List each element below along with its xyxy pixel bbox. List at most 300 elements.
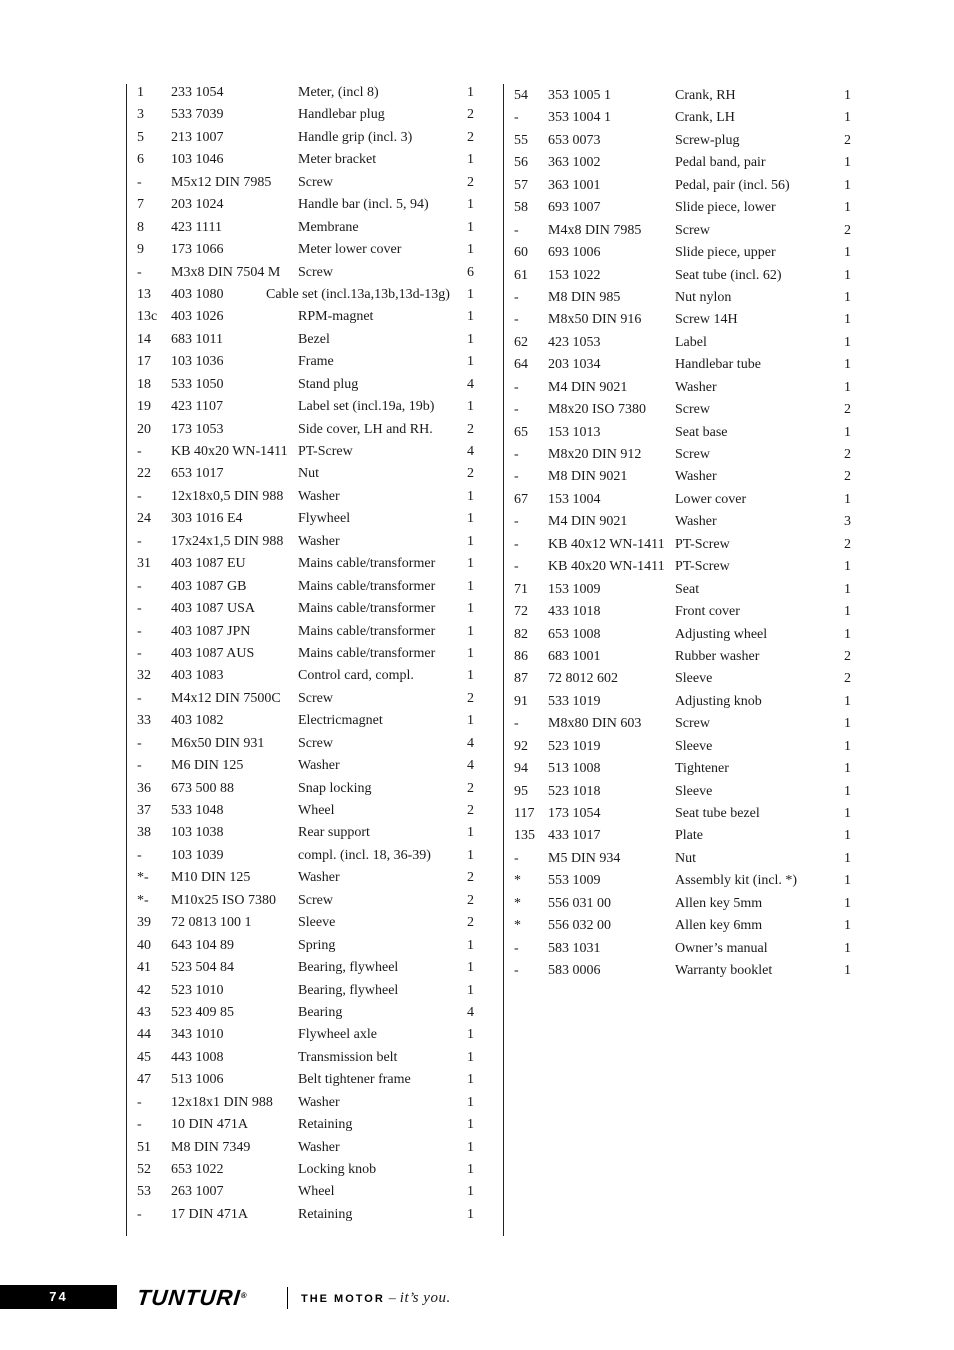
- part-row: [137, 822, 482, 844]
- part-number: -: [137, 488, 142, 504]
- part-number: 58: [514, 200, 528, 216]
- part-description: Washer: [298, 870, 340, 886]
- tagline: [301, 1286, 451, 1311]
- part-description: Plate: [675, 828, 703, 844]
- part-number: 51: [137, 1139, 151, 1155]
- part-description: Seat tube (incl. 62): [675, 267, 782, 283]
- part-code: 513 1006: [171, 1072, 224, 1088]
- part-code: 203 1024: [171, 197, 224, 213]
- parts-list-right: [514, 85, 859, 983]
- part-number: 36: [137, 780, 151, 796]
- part-description: Slide piece, upper: [675, 245, 776, 261]
- part-row: [137, 306, 482, 328]
- part-row: [137, 800, 482, 822]
- tagline-main: THE MOTOR: [301, 1293, 385, 1305]
- part-number: -: [137, 1206, 142, 1222]
- part-number: *: [514, 895, 521, 911]
- part-row: [514, 848, 859, 870]
- part-row: [514, 354, 859, 376]
- part-quantity: 1: [467, 1094, 474, 1110]
- part-quantity: 1: [467, 937, 474, 953]
- part-code: 533 7039: [171, 107, 224, 123]
- part-number: 13c: [137, 309, 158, 325]
- part-number: 32: [137, 668, 151, 684]
- part-description: Warranty booklet: [675, 963, 773, 979]
- part-quantity: 1: [844, 738, 851, 754]
- part-description: Sleeve: [675, 783, 713, 799]
- part-description: Locking knob: [298, 1162, 377, 1177]
- part-row: [137, 194, 482, 216]
- part-row: [514, 960, 859, 982]
- part-row: [514, 691, 859, 713]
- part-description: Meter bracket: [298, 152, 377, 168]
- part-description: Rear support: [298, 825, 370, 841]
- part-description: RPM-magnet: [298, 309, 374, 325]
- part-number: -: [137, 1117, 142, 1133]
- part-row: [514, 422, 859, 444]
- part-code: M8x80 DIN 603: [548, 716, 642, 732]
- part-quantity: 1: [467, 578, 474, 594]
- part-row: [137, 957, 482, 979]
- part-quantity: 1: [467, 645, 474, 661]
- part-code: M4x8 DIN 7985: [548, 222, 642, 238]
- part-description: Front cover: [675, 604, 740, 620]
- part-quantity: 1: [844, 895, 851, 911]
- part-row: [514, 736, 859, 758]
- part-quantity: 1: [844, 379, 851, 395]
- part-row: [514, 646, 859, 668]
- part-code: 643 104 89: [171, 937, 234, 953]
- part-number: 94: [514, 761, 528, 777]
- part-quantity: 1: [467, 847, 474, 863]
- part-row: [137, 531, 482, 553]
- part-code: 533 1019: [548, 693, 601, 709]
- part-description: Mains cable/transformer: [298, 601, 436, 617]
- part-code: 173 1053: [171, 421, 224, 437]
- part-quantity: 4: [467, 376, 474, 392]
- part-code: M4x12 DIN 7500C: [171, 690, 281, 706]
- part-code: 263 1007: [171, 1184, 224, 1200]
- part-row: [514, 309, 859, 331]
- part-quantity: 1: [467, 85, 474, 100]
- part-code: KB 40x12 WN-1411: [548, 536, 665, 552]
- part-row: [137, 845, 482, 867]
- part-description: Nut nylon: [675, 289, 732, 305]
- part-row: [137, 127, 482, 149]
- part-quantity: 1: [467, 556, 474, 572]
- part-number: 82: [514, 626, 528, 642]
- part-quantity: 4: [467, 1004, 474, 1020]
- part-row: [137, 621, 482, 643]
- part-number: -: [514, 110, 519, 126]
- part-number: *: [514, 918, 521, 934]
- part-description: Mains cable/transformer: [298, 556, 436, 572]
- part-code: 653 1008: [548, 626, 601, 642]
- part-quantity: 1: [467, 219, 474, 235]
- part-row: [137, 665, 482, 687]
- part-code: M6x50 DIN 931: [171, 735, 265, 751]
- part-description: Mains cable/transformer: [298, 645, 436, 661]
- part-description: Washer: [675, 469, 717, 485]
- part-number: -: [514, 963, 519, 979]
- part-number: 135: [514, 828, 535, 844]
- part-code: 673 500 88: [171, 780, 234, 796]
- part-quantity: 1: [467, 623, 474, 639]
- part-row: [514, 870, 859, 892]
- part-code: 72 8012 602: [548, 671, 618, 687]
- part-quantity: 4: [467, 444, 474, 459]
- part-description: Allen key 5mm: [675, 895, 763, 911]
- part-row: [137, 1137, 482, 1159]
- part-number: 55: [514, 132, 528, 148]
- part-number: 13: [137, 286, 151, 302]
- part-row: [514, 938, 859, 960]
- part-quantity: 2: [467, 421, 474, 437]
- part-number: 17: [137, 354, 151, 370]
- part-code: KB 40x20 WN-1411: [548, 559, 665, 575]
- part-row: [514, 265, 859, 287]
- part-number: 45: [137, 1049, 151, 1065]
- part-code: 12x18x1 DIN 988: [171, 1094, 273, 1110]
- part-code: 423 1107: [171, 399, 223, 415]
- part-row: [137, 374, 482, 396]
- part-number: -: [137, 623, 142, 639]
- part-description: Bearing: [298, 1004, 343, 1020]
- part-row: [514, 220, 859, 242]
- part-row: [514, 466, 859, 488]
- part-code: 403 1082: [171, 713, 224, 729]
- part-number: *: [514, 873, 521, 889]
- part-row: [137, 935, 482, 957]
- part-code: 103 1039: [171, 847, 224, 863]
- part-row: [514, 332, 859, 354]
- part-row: [137, 441, 482, 463]
- part-description: Mains cable/transformer: [298, 578, 436, 594]
- part-number: -: [137, 690, 142, 706]
- part-quantity: 3: [844, 514, 851, 530]
- part-row: [137, 149, 482, 171]
- part-number: 41: [137, 960, 151, 976]
- part-description: Meter lower cover: [298, 242, 402, 258]
- part-row: [514, 601, 859, 623]
- part-number: 20: [137, 421, 151, 437]
- part-quantity: 1: [844, 716, 851, 732]
- part-quantity: 1: [467, 488, 474, 504]
- part-quantity: 2: [467, 466, 474, 482]
- part-description: Control card, compl.: [298, 668, 414, 684]
- part-description: Screw: [675, 222, 710, 238]
- part-number: -: [137, 264, 142, 280]
- part-code: 583 0006: [548, 963, 601, 979]
- part-code: M5x12 DIN 7985: [171, 174, 272, 190]
- part-number: -: [514, 402, 519, 418]
- part-row: [514, 175, 859, 197]
- part-quantity: 2: [844, 447, 851, 462]
- part-quantity: 1: [467, 1162, 474, 1177]
- part-quantity: 1: [844, 626, 851, 642]
- part-code: M8x20 ISO 7380: [548, 402, 647, 418]
- part-code: 363 1001: [548, 177, 601, 193]
- part-description: Meter, (incl 8): [298, 85, 379, 100]
- part-quantity: 2: [467, 129, 474, 145]
- part-description: Screw: [298, 690, 333, 706]
- part-row: [514, 287, 859, 309]
- part-description: Seat base: [675, 424, 728, 440]
- part-row: [137, 598, 482, 620]
- part-code: 653 1022: [171, 1162, 224, 1177]
- part-description: Screw: [298, 174, 333, 190]
- part-number: 72: [514, 604, 528, 620]
- part-quantity: 1: [467, 1184, 474, 1200]
- part-number: -: [514, 559, 519, 575]
- part-description: Washer: [298, 533, 340, 549]
- part-description: Wheel: [298, 803, 335, 818]
- part-code: M3x8 DIN 7504 M: [171, 264, 281, 280]
- part-row: [137, 710, 482, 732]
- part-number: -: [137, 533, 142, 549]
- part-code: 72 0813 100 1: [171, 915, 252, 931]
- part-code: 523 504 84: [171, 960, 234, 976]
- part-code: 353 1004 1: [548, 110, 611, 126]
- part-number: -: [137, 758, 142, 774]
- part-row: [137, 419, 482, 441]
- part-quantity: 1: [844, 604, 851, 620]
- part-code: 533 1048: [171, 803, 224, 818]
- part-row: [137, 755, 482, 777]
- part-code: 683 1001: [548, 648, 601, 664]
- part-code: 523 1010: [171, 982, 224, 998]
- part-description: Allen key 6mm: [675, 918, 763, 934]
- part-description: Handlebar tube: [675, 357, 761, 373]
- part-description: Nut: [675, 850, 696, 866]
- part-code: 12x18x0,5 DIN 988: [171, 488, 284, 504]
- part-row: [514, 556, 859, 578]
- part-number: 91: [514, 693, 528, 709]
- part-number: 47: [137, 1072, 151, 1088]
- part-number: -: [514, 447, 519, 462]
- part-code: 103 1038: [171, 825, 224, 841]
- part-description: Belt tightener frame: [298, 1072, 411, 1088]
- part-number: -: [137, 645, 142, 661]
- part-row: [137, 1047, 482, 1069]
- part-code: M10 DIN 125: [171, 870, 251, 886]
- part-description: Side cover, LH and RH.: [298, 421, 433, 437]
- part-row: [514, 668, 859, 690]
- part-row: [514, 197, 859, 219]
- part-quantity: 1: [844, 245, 851, 261]
- part-row: [137, 463, 482, 485]
- part-quantity: 1: [844, 177, 851, 193]
- part-code: 513 1008: [548, 761, 601, 777]
- part-row: [137, 867, 482, 889]
- part-number: -: [137, 601, 142, 617]
- part-code: 433 1017: [548, 828, 601, 844]
- part-row: [137, 284, 482, 306]
- part-code: 403 1080: [171, 286, 224, 302]
- part-description: Flywheel: [298, 511, 351, 527]
- part-number: 38: [137, 825, 151, 841]
- part-number: -: [137, 578, 142, 594]
- page-number: 74: [0, 1285, 117, 1309]
- part-code: M8 DIN 7349: [171, 1139, 251, 1155]
- part-quantity: 1: [467, 197, 474, 213]
- part-description: Retaining: [298, 1206, 353, 1222]
- part-number: 62: [514, 334, 528, 350]
- part-quantity: 2: [844, 132, 851, 148]
- part-description: Bezel: [298, 331, 330, 347]
- part-code: M4 DIN 9021: [548, 514, 628, 530]
- part-description: Label set (incl.19a, 19b): [298, 399, 435, 415]
- part-row: [137, 262, 482, 284]
- part-description: Bearing, flywheel: [298, 960, 399, 976]
- part-row: [514, 130, 859, 152]
- part-description: Handle grip (incl. 3): [298, 129, 413, 145]
- part-row: [137, 1181, 482, 1203]
- part-number: -: [137, 174, 142, 190]
- left-column-rule: [126, 84, 127, 1236]
- part-description: Label: [675, 334, 707, 350]
- part-number: -: [514, 716, 519, 732]
- part-row: [514, 893, 859, 915]
- part-number: 14: [137, 331, 151, 347]
- part-quantity: 2: [844, 536, 851, 552]
- part-number: -: [514, 222, 519, 238]
- part-number: 117: [514, 806, 535, 821]
- part-row: [514, 579, 859, 601]
- part-number: 86: [514, 648, 528, 664]
- part-description: Pedal band, pair: [675, 155, 766, 171]
- part-code: 423 1111: [171, 219, 222, 235]
- part-code: 10 DIN 471A: [171, 1117, 248, 1133]
- part-quantity: 1: [467, 1072, 474, 1088]
- part-quantity: 1: [844, 850, 851, 866]
- part-number: -: [514, 850, 519, 866]
- tunturi-logo: [136, 1286, 249, 1310]
- part-description: Sleeve: [298, 915, 336, 931]
- part-number: 24: [137, 511, 151, 527]
- part-code: 653 1017: [171, 466, 224, 482]
- part-code: 173 1066: [171, 242, 224, 258]
- part-code: 17x24x1,5 DIN 988: [171, 533, 284, 549]
- part-number: 43: [137, 1004, 151, 1020]
- part-number: 44: [137, 1027, 151, 1043]
- part-number: 67: [514, 491, 528, 507]
- part-row: [137, 778, 482, 800]
- part-quantity: 1: [844, 424, 851, 440]
- part-number: 60: [514, 245, 528, 261]
- part-description: Tightener: [675, 761, 729, 777]
- part-number: 18: [137, 376, 151, 392]
- part-code: 403 1087 GB: [171, 578, 247, 594]
- part-quantity: 1: [844, 110, 851, 126]
- part-row: [514, 511, 859, 533]
- part-description: Flywheel axle: [298, 1027, 377, 1043]
- part-number: 95: [514, 783, 528, 799]
- part-quantity: 2: [467, 780, 474, 796]
- part-description: Lower cover: [675, 491, 747, 507]
- registered-mark: ®: [240, 1291, 249, 1300]
- part-quantity: 1: [844, 312, 851, 328]
- tagline-italic: it’s you.: [399, 1290, 451, 1306]
- part-number: 33: [137, 713, 151, 729]
- part-description: Owner’s manual: [675, 940, 768, 956]
- part-row: [137, 1114, 482, 1136]
- part-quantity: 1: [844, 783, 851, 799]
- part-number: 42: [137, 982, 151, 998]
- part-row: [514, 242, 859, 264]
- part-quantity: 2: [844, 648, 851, 664]
- part-quantity: 1: [467, 825, 474, 841]
- part-code: 693 1006: [548, 245, 601, 261]
- part-quantity: 2: [467, 107, 474, 123]
- part-quantity: 1: [467, 668, 474, 684]
- part-number: -: [514, 940, 519, 956]
- part-description: Crank, LH: [675, 110, 735, 126]
- part-row: [137, 396, 482, 418]
- part-code: 103 1046: [171, 152, 224, 168]
- part-number: 61: [514, 267, 528, 283]
- part-row: [514, 85, 859, 107]
- part-quantity: 1: [844, 491, 851, 507]
- part-description: Washer: [298, 488, 340, 504]
- part-row: [514, 377, 859, 399]
- part-quantity: 1: [467, 1027, 474, 1043]
- part-description: Washer: [298, 1094, 340, 1110]
- part-code: 303 1016 E4: [171, 511, 243, 527]
- part-description: Rubber washer: [675, 648, 760, 664]
- part-description: Snap locking: [298, 780, 372, 796]
- part-description: Slide piece, lower: [675, 200, 776, 216]
- part-description: Adjusting wheel: [675, 626, 768, 642]
- part-description: Nut: [298, 466, 319, 482]
- part-description: Screw 14H: [675, 312, 738, 328]
- part-number: -: [514, 469, 519, 485]
- part-quantity: 1: [467, 1117, 474, 1133]
- part-quantity: 1: [844, 581, 851, 597]
- part-description: Screw: [675, 716, 710, 732]
- part-quantity: 2: [844, 222, 851, 238]
- part-quantity: 1: [844, 761, 851, 777]
- part-number: -: [137, 847, 142, 863]
- part-quantity: 2: [467, 174, 474, 190]
- part-row: [137, 733, 482, 755]
- part-code: 153 1009: [548, 581, 601, 597]
- part-quantity: 1: [844, 267, 851, 283]
- part-row: [137, 82, 482, 104]
- part-number: 57: [514, 177, 528, 193]
- part-description: Screw: [675, 447, 710, 462]
- part-description: Screw: [675, 402, 710, 418]
- part-row: [514, 624, 859, 646]
- part-row: [137, 553, 482, 575]
- part-description: Retaining: [298, 1117, 353, 1133]
- part-description: Electricmagnet: [298, 713, 383, 729]
- part-number: 9: [137, 242, 144, 258]
- part-row: [137, 1069, 482, 1091]
- part-code: KB 40x20 WN-1411: [171, 444, 288, 459]
- part-description: Screw: [298, 264, 333, 280]
- part-number: *-: [137, 892, 149, 908]
- part-quantity: 1: [467, 152, 474, 168]
- part-code: 403 1083: [171, 668, 224, 684]
- part-description: Washer: [298, 1139, 340, 1155]
- part-quantity: 1: [467, 713, 474, 729]
- part-description: Mains cable/transformer: [298, 623, 436, 639]
- part-description: Sleeve: [675, 738, 713, 754]
- part-code: 553 1009: [548, 873, 601, 889]
- part-number: -: [514, 379, 519, 395]
- tagline-dash: –: [388, 1291, 396, 1306]
